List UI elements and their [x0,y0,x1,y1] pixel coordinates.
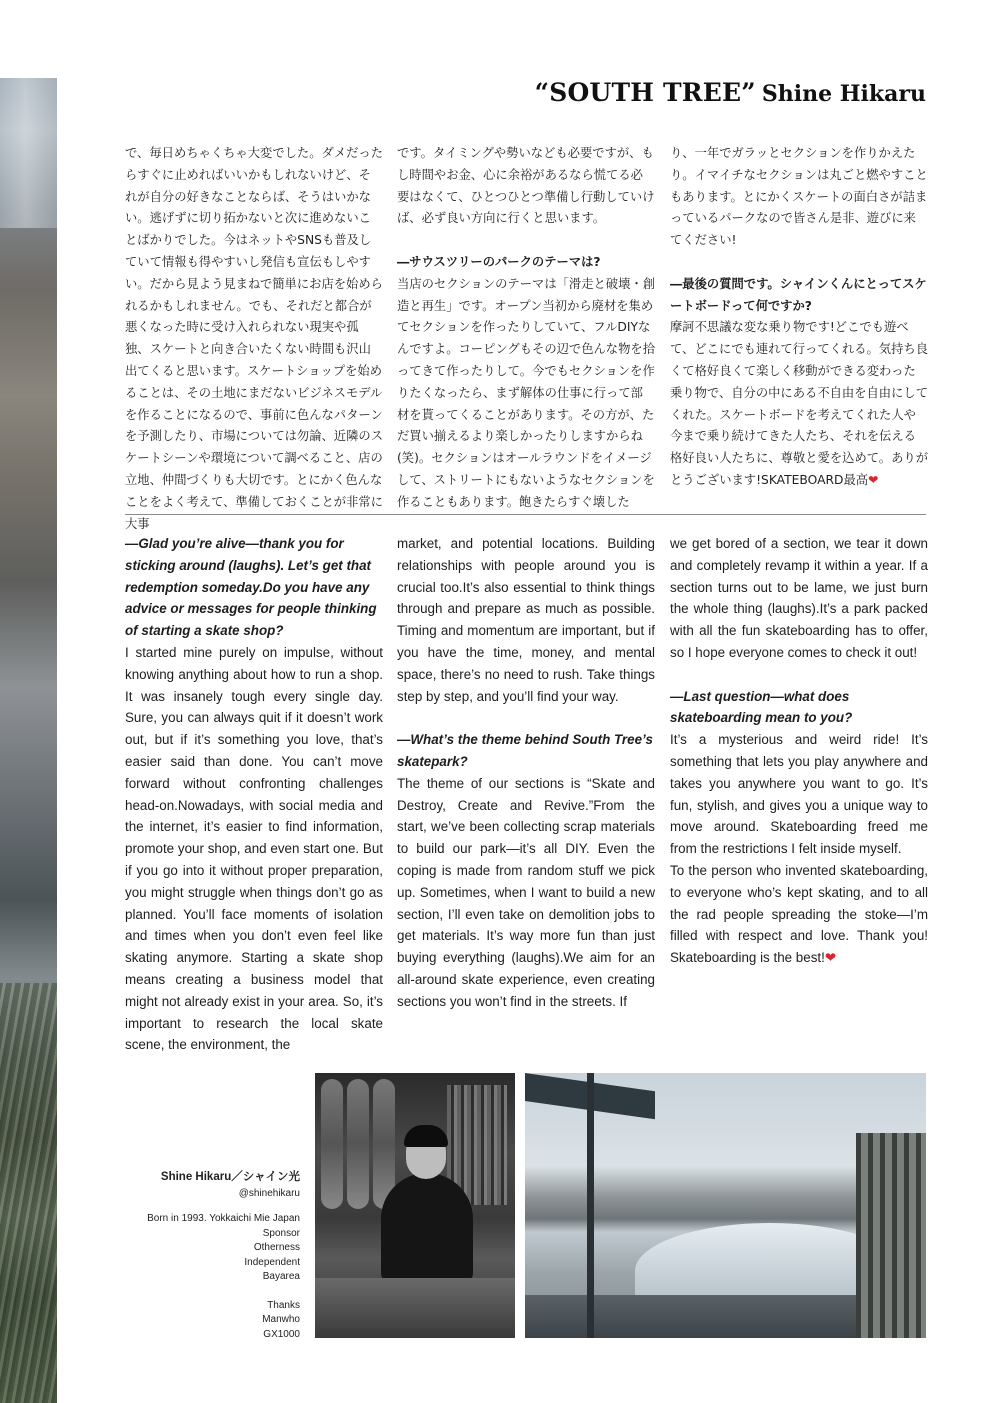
section-divider [125,514,926,515]
profile-name: Shine Hikaru／シャイン光 [160,1171,300,1183]
thanks-line: GX1000 [263,1328,300,1340]
photo-skateboard-deck [321,1079,343,1209]
en-question: ―Last question—what does skateboarding mean to you? [670,688,853,726]
profile-thanks [125,1299,300,1343]
photo-fence [856,1133,926,1338]
en-paragraph: we get bored of a section, we tear it down and completely revamp it within a year. If a section turns out to be lame, we just burn the whole thing (laughs).It’s a park packed with all the fun skateboarding has to offer, so I hope everyone comes to check it out! [670,536,928,660]
heading-title: “SOUTH TREE” [534,78,756,107]
jp-paragraph: です。タイミングや勢いなども必要ですが、もし時間やお金、心に余裕があるなら慌てる必要はなくて、ひとつひとつ準備し行動していけば、必ず良い方向に行くと思います。 [397,146,655,226]
left-edge-photo [0,78,57,1403]
en-column-3 [670,533,928,969]
photo-beanie [404,1125,448,1147]
portrait-photo [315,1073,515,1338]
jp-paragraph-text: 摩訶不思議な変な乗り物です!どこでも遊べて、どこにでも連れて行ってくれる。気持ち良くて格好良くて楽しく移動ができる変わった乗り物で、自分の中にある不自由を自由にしてくれた。スケートボードを考えてくれた人や今まで乗り続けてきた人たち、それを伝える格好良い人たちに、尊敬と愛を込めて。ありがとうございます!SKATEBOARD最高 [670,320,928,487]
profile-info [125,1212,300,1285]
photo-grass-detail [0,983,57,1403]
jp-column-3 [670,143,928,492]
en-column-2 [397,533,655,1013]
en-column-1 [125,533,383,1056]
en-paragraph-final [670,860,928,969]
heart-icon: ❤ [868,472,879,487]
photo-desk [315,1278,515,1338]
jp-column-1 [125,143,383,535]
jp-paragraph-final [670,317,928,491]
photo-person [381,1173,473,1283]
profile-handle: @shinehikaru [238,1188,300,1199]
jp-question: ―最後の質問です。シャインくんにとってスケートボードって何ですか? [670,276,927,313]
photo-skateboard-deck [347,1079,369,1209]
en-question: ―Glad you’re alive—thank you for sticking around (laughs). Let’s get that redemption someday.Do you have any advice or messages for people thinking of starting a skate shop? [125,536,377,639]
profile-info-line: Otherness [253,1242,300,1253]
thanks-line: Thanks [267,1299,300,1311]
en-question: ―What’s the theme behind South Tree’s skatepark? [397,732,653,769]
en-paragraph: I started mine purely on impulse, without knowing anything about how to run a shop. It was insanely tough every single day. Sure, you can always quit if it doesn’t work out, but if it’s something you love, that’s easier said than done. You can’t move forward without confronting challenges head-on.Nowadays, with social media and the internet, it’s easier to find information, promote your shop, and even start one. But if you go into it without proper preparation, you might struggle when things don’t go as planned. You’ll face moments of isolation and times when you don’t even feel like skating anymore. Starting a skate shop means creating a business model that might not already exist in your area. So, it’s important to research the local skate scene, the environment, the [125,644,383,1053]
jp-paragraph: り、一年でガラッとセクションを作りかえたり。イマイチなセクションは丸ごと燃やすこともあります。とにかくスケートの面白さが詰まっているパークなので皆さん是非、遊びに来てください! [670,146,928,248]
en-paragraph: It’s a mysterious and weird ride! It’s something that lets you play anywhere and takes you anywhere you want to go. It’s fun, stylish, and gives you a unique way to move around. Skateboarding freed me from the restrictions I felt inside myself. [670,732,928,857]
en-paragraph-text: To the person who invented skateboarding, to everyone who’s kept skating, and to all the rad people spreading the stoke—I’m filled with respect and love. Thank you! Skateboarding is the best! [670,862,928,966]
article-heading [535,78,926,107]
profile-info-line: Independent [244,1256,300,1268]
heading-name: Shine Hikaru [761,81,926,107]
profile-info-line: Born in 1993. Yokkaichi Mie Japan [147,1213,300,1224]
jp-paragraph: で、毎日めちゃくちゃ大変でした。ダメだったらすぐに止めればいいかもしれないけど、それが自分の好きなことならば、そうはいかない。逃げずに切り拓かないと次に進めないことばかりでした。今はネットやSNSも普及していて情報も得やすいし発信も宣伝もしやすい。だから見よう見まねで簡単にお店を始められるかもしれません。でも、それだと都合が悪くなった時に受け入れられない現実や孤独、スケートと向き合いたくない時間も沢山出てくると思います。スケートショップを始めることは、その土地にまだないビジネスモデルを作ることになるので、事前に色んなパターンを予測したり、市場については勿論、近隣のスケートシーンや環境について調べること、店の立地、仲間づくりも大切です。とにかく色んなことをよく考えて、準備しておくことが非常に大事 [125,146,383,531]
profile-credit [125,1168,300,1342]
jp-paragraph: 当店のセクションのテーマは「滑走と破壊・創造と再生」です。オープン当初から廃材を集めてセクションを作ったりしていて、フルDIYなんですよ。コーピングもその辺で色んな物を拾ってきて作ったりして。今でもセクションを作りたくなったら、まず解体の仕事に行って部材を貰ってくることがあります。その方が、ただ買い揃えるより楽しかったりしますからね(笑)。セクションはオールラウンドをイメージして、ストリートにもないようなセクションを作ることもあります。飽きたらすぐ壊した [397,276,655,509]
jp-question: ―サウスツリーのパークのテーマは? [397,254,601,269]
profile-info-line: Bayarea [262,1271,300,1282]
thanks-line: Manwho [262,1314,300,1325]
en-paragraph: The theme of our sections is “Skate and Destroy, Create and Revive.”From the start, we’ve been collecting scrap materials to build our park—it’s all DIY. Even the coping is made from random stuff we pick up. Sometimes, when I want to build a new section, I’ll even take on demolition jobs to get materials. It’s way more fun than just buying everything (laughs).We aim for an all-around skate experience, even creating sections you won’t find in the streets. If [397,775,655,1009]
jp-column-2 [397,143,655,514]
skatepark-photo [525,1073,926,1338]
photo-pole [587,1073,594,1338]
en-paragraph: market, and potential locations. Building relationships with people around you is crucial too.It’s also essential to think things through and prepare as much as possible. Timing and momentum are important, but if you have the time, money, and mental space, there’s no need to rush. Take things step by step, and you’ll find your way. [397,536,655,704]
profile-info-line: Sponsor [262,1227,300,1239]
heart-icon: ❤ [824,950,837,966]
photo-pipe-detail [0,78,57,228]
